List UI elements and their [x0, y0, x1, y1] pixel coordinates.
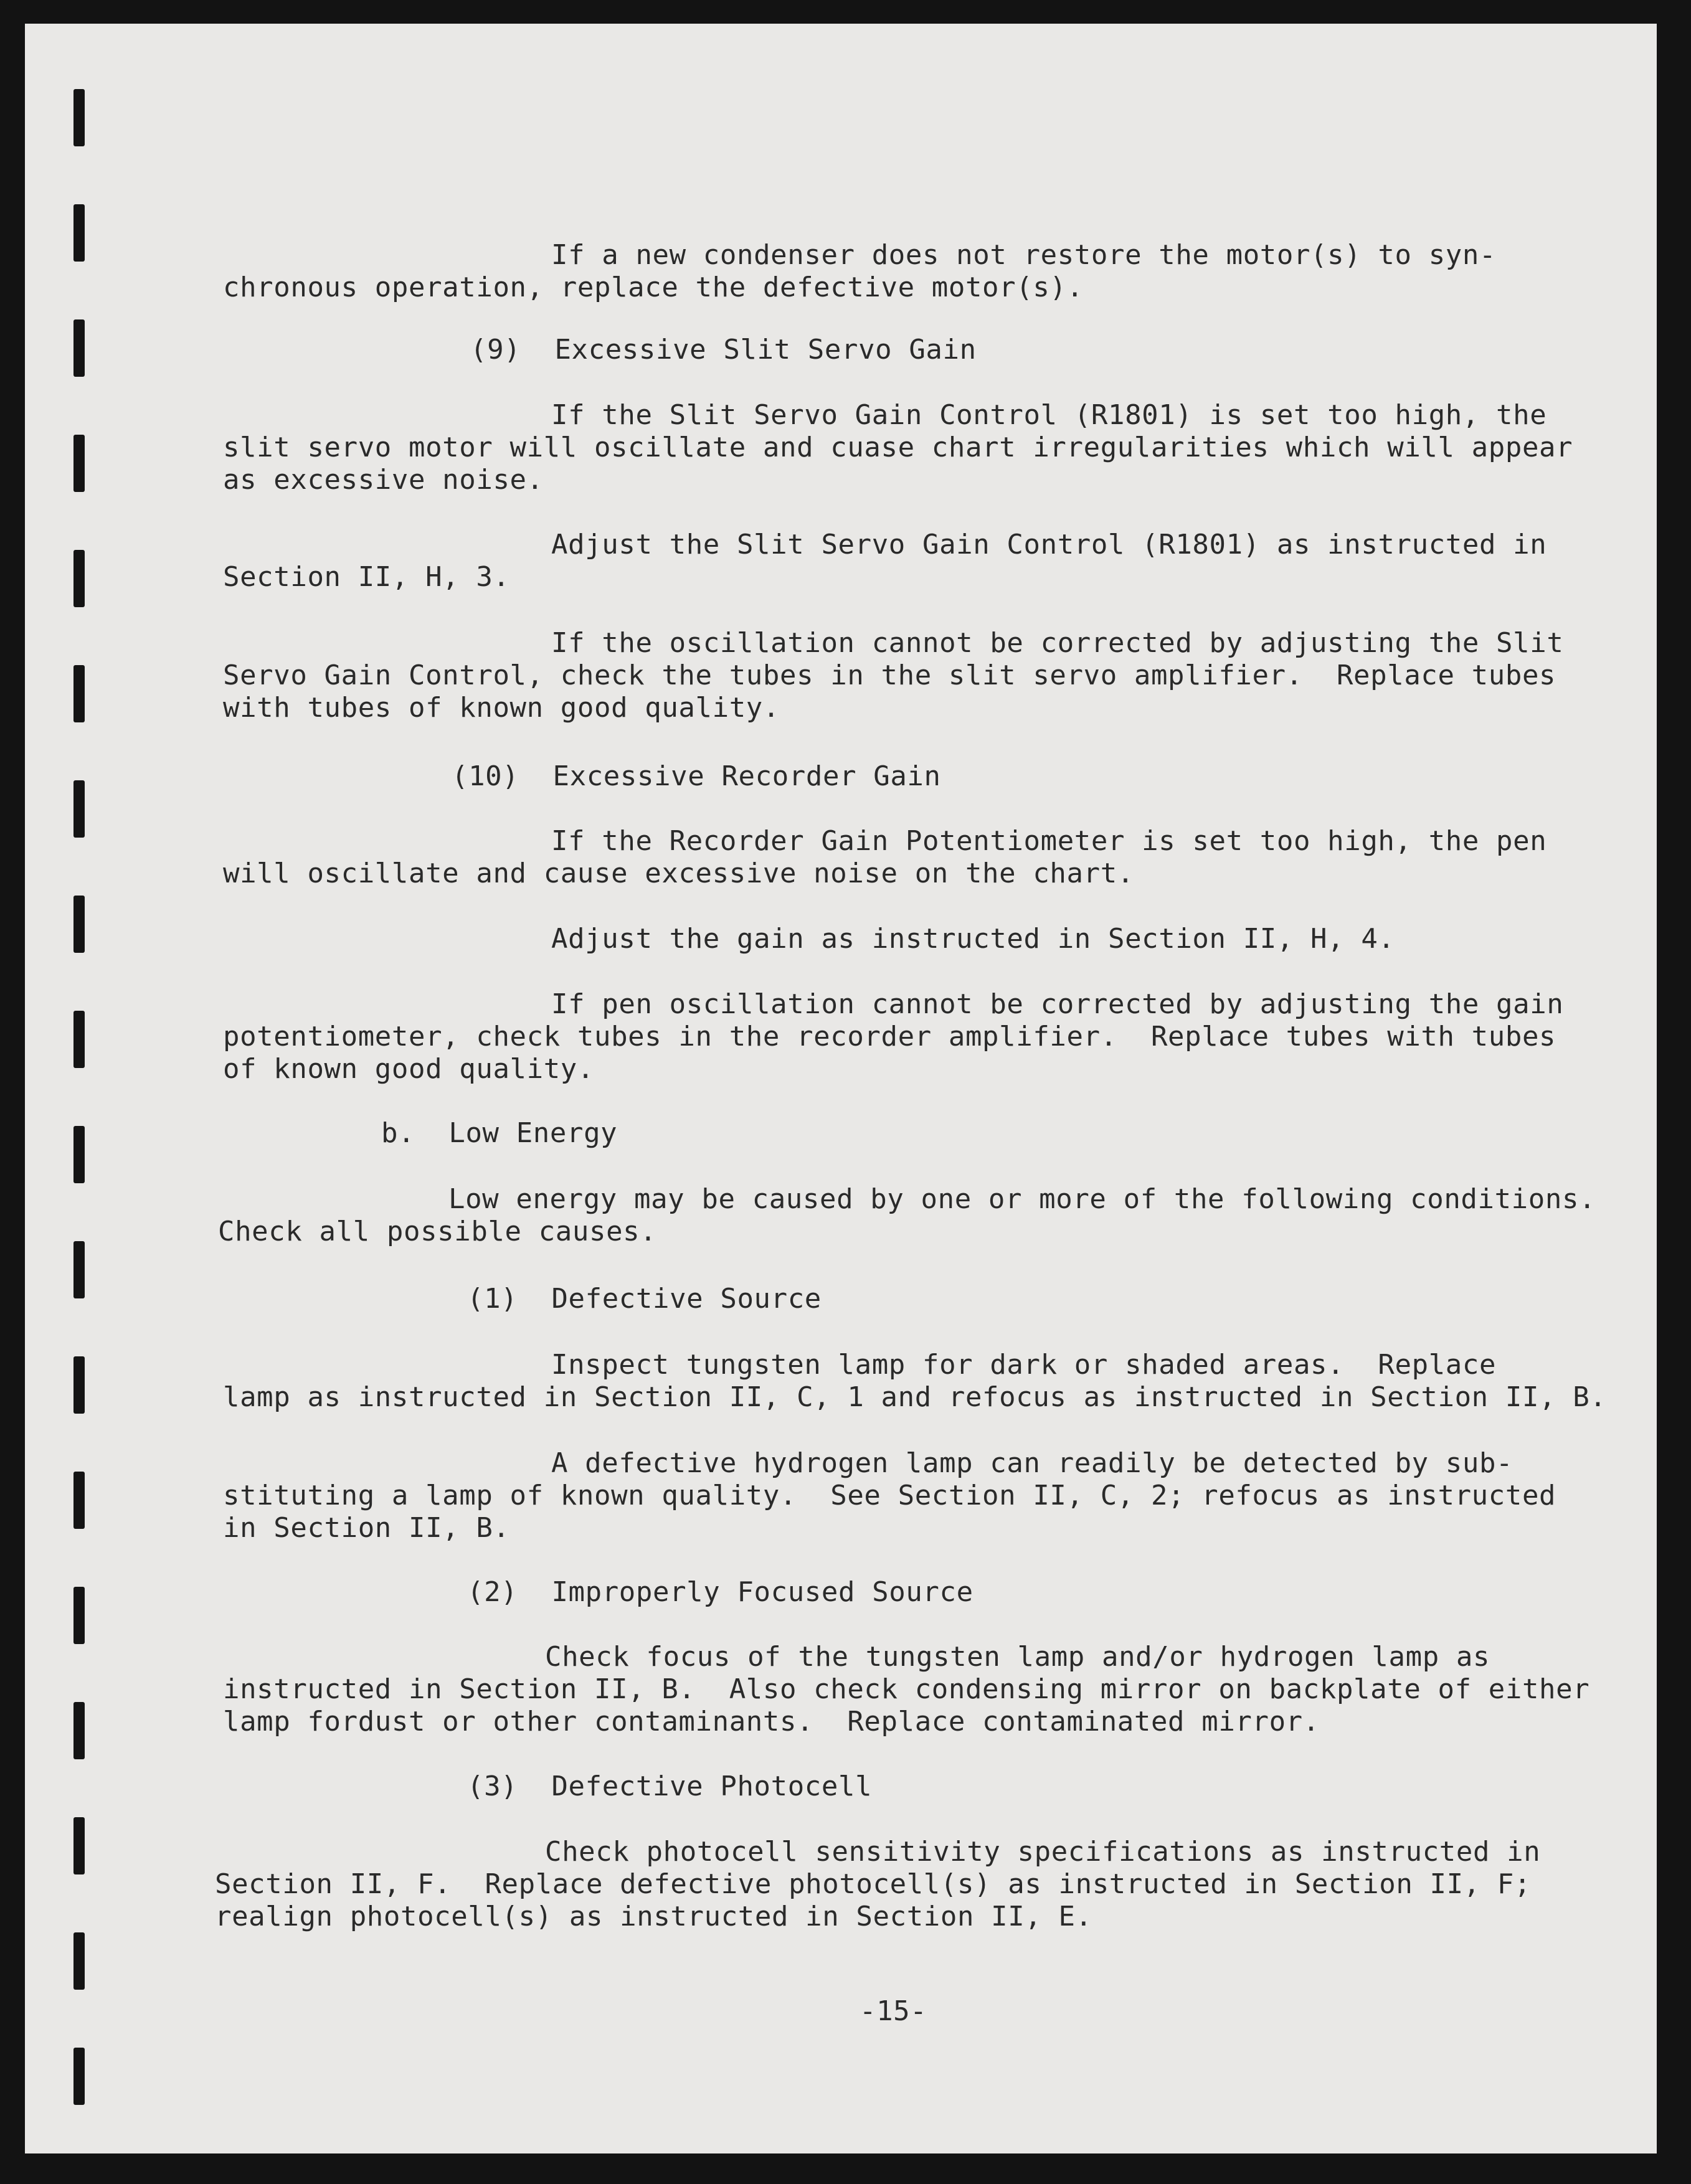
body-text-line: Check focus of the tungsten lamp and/or hydrogen lamp as — [545, 1641, 1490, 1673]
body-text-line: Check all possible causes. — [218, 1216, 657, 1247]
body-text-line: Section II, H, 3. — [223, 561, 510, 593]
body-text-line: lamp fordust or other contaminants. Replace contaminated mirror. — [223, 1706, 1320, 1737]
body-text-line: as excessive noise. — [223, 464, 544, 496]
binder-hole — [73, 896, 85, 953]
body-text-line: instructed in Section II, B. Also check condensing mirror on backplate of either — [223, 1673, 1590, 1705]
binder-hole — [73, 435, 85, 492]
body-text-line: will oscillate and cause excessive noise on the chart. — [223, 858, 1134, 889]
document-page — [25, 24, 1657, 2153]
body-text-line: If the oscillation cannot be corrected by adjusting the Slit — [551, 627, 1564, 659]
body-text-line: chronous operation, replace the defective motor(s). — [223, 272, 1084, 303]
section-heading: (2) Improperly Focused Source — [467, 1576, 973, 1608]
body-text-line: potentiometer, check tubes in the recorder amplifier. Replace tubes with tubes — [223, 1021, 1556, 1052]
binder-hole — [73, 1817, 85, 1874]
binder-hole — [73, 550, 85, 607]
binder-hole — [73, 1587, 85, 1644]
binder-hole — [73, 1126, 85, 1183]
binder-hole — [73, 2048, 85, 2105]
body-text-line: A defective hydrogen lamp can readily be detected by sub- — [551, 1447, 1513, 1479]
binder-hole — [73, 204, 85, 262]
body-text-line: Adjust the Slit Servo Gain Control (R1801) as instructed in — [551, 529, 1547, 560]
section-heading: (3) Defective Photocell — [467, 1770, 873, 1802]
body-text-line: in Section II, B. — [223, 1512, 510, 1544]
body-text-line: with tubes of known good quality. — [223, 692, 780, 724]
binder-hole — [73, 1702, 85, 1759]
body-text-line: stituting a lamp of known quality. See Section II, C, 2; refocus as instructed — [223, 1480, 1556, 1511]
body-text-line: lamp as instructed in Section II, C, 1 and refocus as instructed in Section II, B. — [223, 1381, 1607, 1413]
body-text-line: Low energy may be caused by one or more of the following conditions. — [448, 1183, 1596, 1215]
section-heading: b. Low Energy — [381, 1117, 618, 1149]
binder-hole — [73, 665, 85, 722]
binder-hole — [73, 1472, 85, 1529]
binder-hole — [73, 1356, 85, 1414]
section-heading: (10) Excessive Recorder Gain — [452, 760, 941, 792]
body-text-line: Servo Gain Control, check the tubes in the slit servo amplifier. Replace tubes — [223, 659, 1556, 691]
body-text-line: If a new condenser does not restore the motor(s) to syn- — [551, 239, 1497, 271]
body-text-line: If pen oscillation cannot be corrected by adjusting the gain — [551, 988, 1564, 1020]
binder-hole — [73, 319, 85, 377]
binder-hole — [73, 89, 85, 146]
body-text-line: If the Slit Servo Gain Control (R1801) is set too high, the — [551, 399, 1547, 431]
binder-holes — [73, 24, 88, 2153]
section-heading: (9) Excessive Slit Servo Gain — [470, 334, 977, 366]
body-text-line: Adjust the gain as instructed in Section II, H, 4. — [551, 923, 1395, 955]
binder-hole — [73, 1011, 85, 1068]
body-text-line: realign photocell(s) as instructed in Section II, E. — [215, 1901, 1092, 1932]
body-text-line: slit servo motor will oscillate and cuase chart irregularities which will appear — [223, 432, 1573, 463]
body-text-line: of known good quality. — [223, 1053, 594, 1085]
body-text-line: Section II, F. Replace defective photocell(s) as instructed in Section II, F; — [215, 1868, 1532, 1900]
section-heading: (1) Defective Source — [467, 1283, 822, 1315]
body-text-line: Inspect tungsten lamp for dark or shaded areas. Replace — [551, 1349, 1497, 1381]
binder-hole — [73, 780, 85, 838]
body-text-line: Check photocell sensitivity specifications as instructed in — [545, 1836, 1541, 1868]
binder-hole — [73, 1241, 85, 1298]
binder-hole — [73, 1932, 85, 1990]
page-number: -15- — [860, 1995, 927, 2027]
body-text-line: If the Recorder Gain Potentiometer is set too high, the pen — [551, 825, 1547, 857]
